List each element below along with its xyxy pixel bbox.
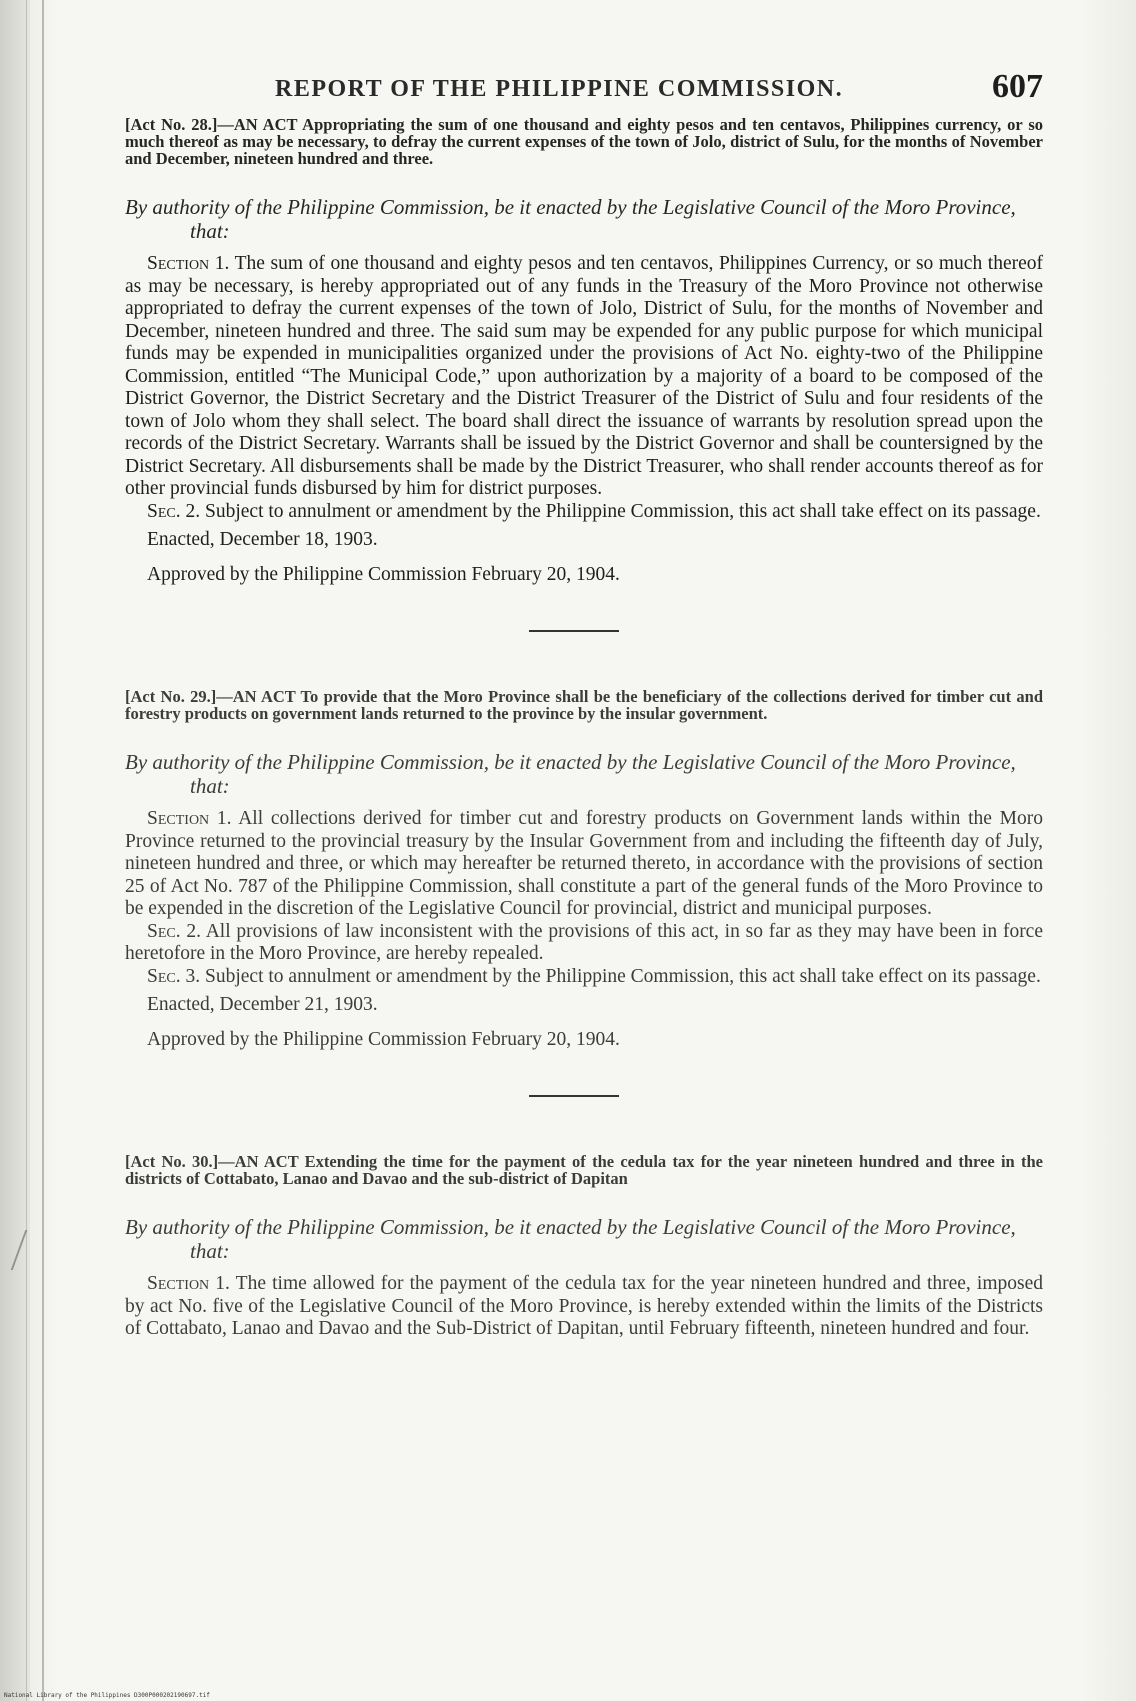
page-edge-line xyxy=(26,0,27,1701)
section-text: The time allowed for the payment of the cedula tax for the year nineteen hundred and three, imposed by act No. five of the Legislative Council of the Moro Province, is hereby extended within the limits of the Districts of Cottabato, Lanao and Davao and the Sub-District of Dapitan, until February fifteenth, nineteen hundred and four. xyxy=(125,1273,1043,1339)
section-label: Section 1. xyxy=(147,253,230,274)
section-text: The sum of one thousand and eighty pesos and ten centavos, Philippines Currency, or so much thereof as may be necessary, is hereby appropriated out of any funds in the Treasury of the Moro Province not otherwise appropriated to defray the current expenses of the town of Jolo, District of Sulu, for the months of November and December, nineteen hundred and three. The said sum may be expended for any public purpose for which municipal funds may be expended in municipalities organized under the provisions of Act No. eighty-two of the Philippine Commission, entitled “The Municipal Code,” upon authorization by a majority of a board to be composed of the District Governor, the District Secretary and the District Treasurer of the District of Sulu and four residents of the town of Jolo whom they shall select. The board shall direct the issuance of warrants by resolution spread upon the records of the District Secretary. Warrants shall be issued by the District Governor and shall be countersigned by the District Secretary. All disbursements shall be made by the District Treasurer, who shall render accounts thereof as for other provincial funds disbursed by him for district purposes. xyxy=(125,253,1044,499)
enacting-clause: By authority of the Philippine Commission, be it enacted by the Legislative Council of the Moro Province, that: xyxy=(125,750,1016,798)
enacting-clause: By authority of the Philippine Commission, be it enacted by the Legislative Council of the Moro Province, that: xyxy=(125,1215,1016,1263)
section-paragraph xyxy=(125,921,1043,966)
act-header: [Act No. 29.]—AN ACT To provide that the Moro Province shall be the beneficiary of the collections derived for timber cut and forestry products on government lands returned to the province by the insular government. xyxy=(125,687,1043,723)
section-paragraph xyxy=(125,966,1043,989)
approved-date: Approved by the Philippine Commission February 20, 1904. xyxy=(147,1028,620,1050)
section-paragraph xyxy=(125,501,1043,524)
enacted-date: Enacted, December 21, 1903. xyxy=(147,994,378,1015)
section-paragraph xyxy=(125,253,1043,501)
section-label: Section 1. xyxy=(147,1273,230,1294)
running-head xyxy=(125,70,1043,116)
section-paragraph xyxy=(125,808,1043,921)
enacting-clause: By authority of the Philippine Commission, be it enacted by the Legislative Council of the Moro Province, that: xyxy=(125,195,1016,243)
running-title: REPORT OF THE PHILIPPINE COMMISSION. xyxy=(275,76,844,102)
section-paragraph xyxy=(125,1273,1043,1341)
section-divider xyxy=(529,630,619,632)
section-label: Sec. 2. xyxy=(147,920,202,942)
section-text: All provisions of law inconsistent with the provisions of this act, in so far as they may have been in force heretofore in the Moro Province, are hereby repealed. xyxy=(125,920,1043,964)
scan-credit: National Library of the Philippines D300P000202190697.tif xyxy=(4,1692,210,1699)
act-header: [Act No. 28.]—AN ACT Appropriating the sum of one thousand and eighty pesos and ten centavos, Philippines currency, or so much thereof as may be necessary, to defray the current expenses of the town of Jolo, district of Sulu, for the months of November and December, nineteen hundred and three. xyxy=(125,115,1043,168)
page-content xyxy=(125,70,1043,1341)
section-label: Sec. 3. xyxy=(147,965,201,987)
page-edge-line xyxy=(42,0,44,1701)
act-29 xyxy=(125,688,1043,1051)
act-30 xyxy=(125,1153,1043,1341)
section-divider xyxy=(529,1095,619,1097)
section-label: Section 1. xyxy=(147,808,232,829)
section-text: All collections derived for timber cut and forestry products on Government lands within the Moro Province returned to the provincial treasury by the Insular Government from and including the fifteenth day of July, nineteen hundred and three, or which may hereafter be returned thereto, in accordance with the provisions of section 25 of Act No. 787 of the Philippine Commission, shall constitute a part of the general funds of the Moro Province to be expended in the discretion of the Legislative Council for provincial, district and municipal purposes. xyxy=(125,808,1044,919)
approved-date: Approved by the Philippine Commission February 20, 1904. xyxy=(147,563,620,585)
act-header: [Act No. 30.]—AN ACT Extending the time for the payment of the cedula tax for the year nineteen hundred and three in the districts of Cottabato, Lanao and Davao and the sub-district of Dapitan xyxy=(125,1152,1043,1188)
enacted-date: Enacted, December 18, 1903. xyxy=(147,529,378,550)
section-text: Subject to annulment or amendment by the Philippine Commission, this act shall take effect on its passage. xyxy=(200,965,1041,987)
act-28 xyxy=(125,116,1043,586)
section-label: Sec. 2. xyxy=(147,500,201,522)
page-number: 607 xyxy=(992,68,1043,105)
section-text: Subject to annulment or amendment by the Philippine Commission, this act shall take effect on its passage. xyxy=(200,500,1041,522)
